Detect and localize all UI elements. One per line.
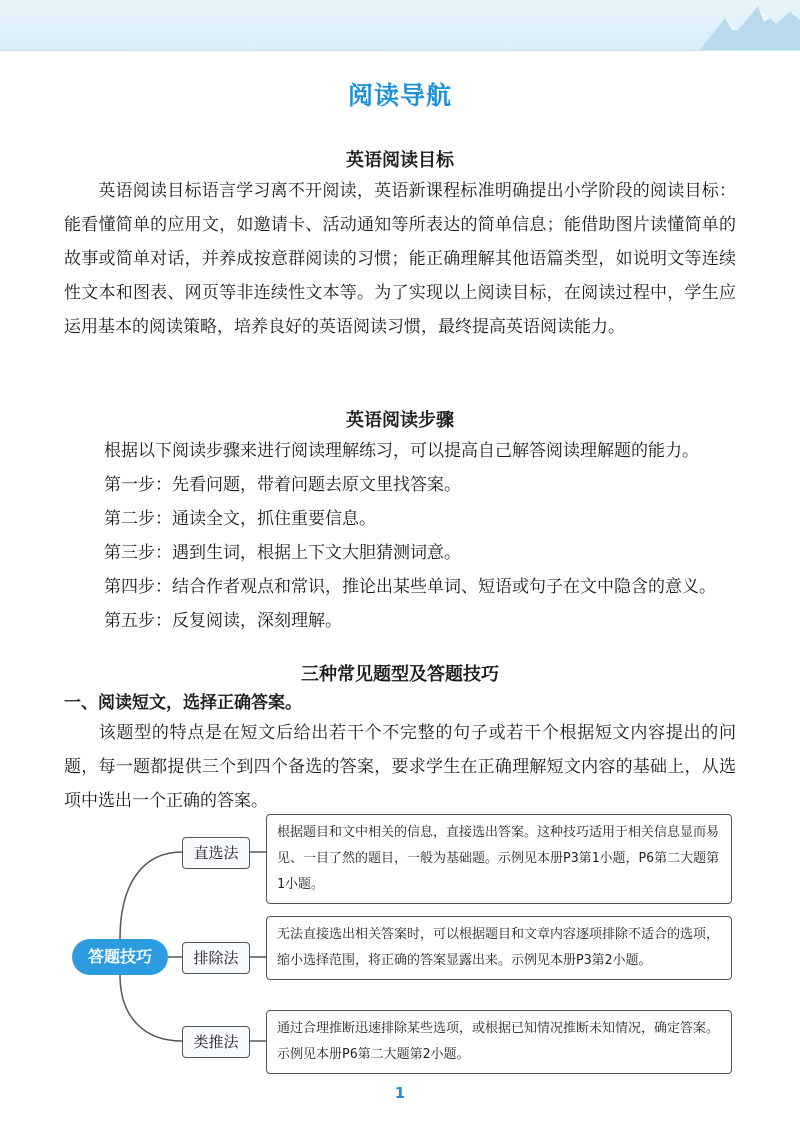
question-type-text: 该题型的特点是在短文后给出若干个不完整的句子或若干个根据短文内容提出的问题，每一题都提供三个到四个备选的答案，要求学生在正确理解短文内容的基础上，从选项中选出一个正确的答案。 — [64, 723, 736, 811]
answer-skills-hub: 答题技巧 — [72, 939, 168, 975]
question-type-paragraph — [64, 716, 736, 818]
question-type-heading: 一、阅读短文，选择正确答案。 — [64, 693, 302, 713]
answer-skills-diagram — [64, 812, 744, 1072]
tip-elimination: 无法直接选出相关答案时，可以根据题目和文章内容逐项排除不适合的选项，缩小选择范围，将正确的答案显露出来。示例见本册P3第2小题。 — [266, 916, 732, 980]
header-band — [0, 0, 800, 51]
reading-steps-intro: 根据以下阅读步骤来进行阅读理解练习，可以提高自己解答阅读理解题的能力。 — [104, 441, 699, 461]
reading-step-1: 第一步：先看问题，带着问题去原文里找答案。 — [104, 475, 461, 495]
mountain-decoration — [680, 0, 800, 50]
page-title: 阅读导航 — [347, 81, 452, 110]
method-direct-choice: 直选法 — [182, 837, 250, 869]
method-inference: 类推法 — [182, 1026, 250, 1058]
page-number: 1 — [394, 1084, 406, 1102]
reading-goals-paragraph — [64, 174, 736, 344]
reading-step-4: 第四步：结合作者观点和常识，推论出某些单词、短语或句子在文中隐含的意义。 — [104, 577, 716, 597]
section-title-question-types: 三种常见题型及答题技巧 — [301, 664, 499, 685]
method-elimination: 排除法 — [182, 942, 250, 974]
section-title-reading-goals: 英语阅读目标 — [346, 150, 454, 171]
reading-step-2: 第二步：通读全文，抓住重要信息。 — [104, 509, 376, 529]
reading-step-5: 第五步：反复阅读，深刻理解。 — [104, 611, 342, 631]
tip-inference: 通过合理推断迅速排除某些选项，或根据已知情况推断未知情况，确定答案。示例见本册P6第二大题第2小题。 — [266, 1010, 732, 1074]
tip-direct-choice: 根据题目和文中相关的信息，直接选出答案。这种技巧适用于相关信息显而易见、一目了然的题目，一般为基础题。示例见本册P3第1小题，P6第二大题第1小题。 — [266, 814, 732, 904]
reading-goals-text: 英语阅读目标语言学习离不开阅读，英语新课程标准明确提出小学阶段的阅读目标：能看懂简单的应用文，如邀请卡、活动通知等所表达的简单信息；能借助图片读懂简单的故事或简单对话，并养成按意群阅读的习惯；能正确理解其他语篇类型，如说明文等连续性文本和图表、网页等非连续性文本等。为了实现以上阅读目标，在阅读过程中，学生应运用基本的阅读策略，培养良好的英语阅读习惯，最终提高英语阅读能力。 — [64, 181, 736, 337]
reading-step-3: 第三步：遇到生词，根据上下文大胆猜测词意。 — [104, 543, 461, 563]
section-title-reading-steps: 英语阅读步骤 — [346, 410, 454, 431]
